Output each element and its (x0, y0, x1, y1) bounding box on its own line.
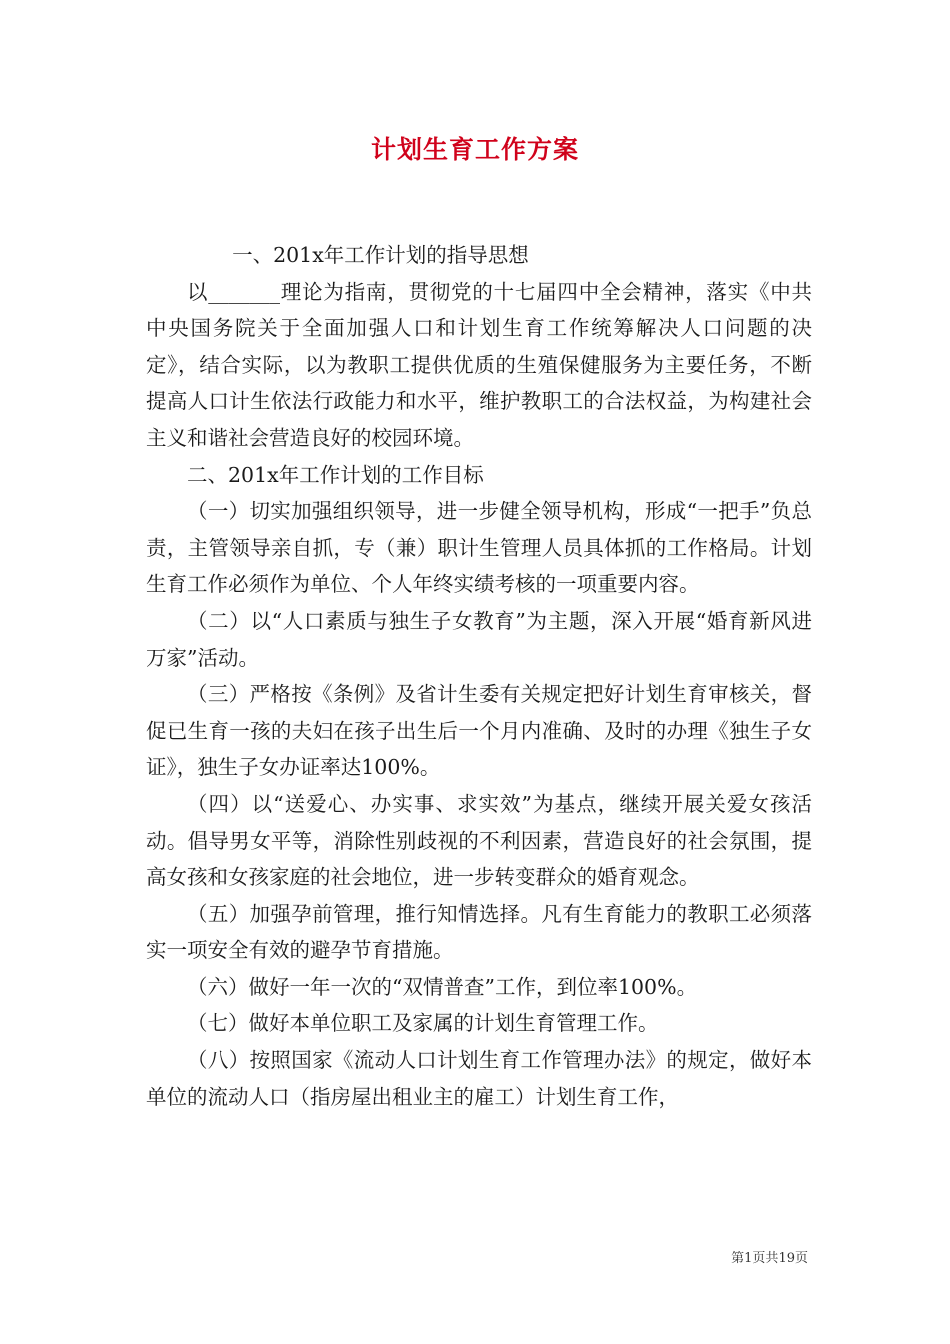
paragraph-guiding-thought: 以_______理论为指南，贯彻党的十七届四中全会精神，落实《中共中央国务院关于全面加强人口和计划生育工作统筹解决人口问题的决定》，结合实际，以为教职工提供优质的生殖保健服务为主要任务，不断提高人口计生依法行政能力和水平，维护教职工的合法权益，为构建社会主义和谐社会营造良好的校园环境。 (146, 279, 812, 450)
section-heading-1: 一、201x年工作计划的指导思想 (232, 243, 529, 267)
footer-prefix: 第 (731, 1251, 745, 1266)
paragraph-goal-1: （一）切实加强组织领导，进一步健全领导机构，形成“一把手”负总责，主管领导亲自抓，专（兼）职计生管理人员具体抓的工作格局。计划生育工作必须作为单位、个人年终实绩考核的一项重要内容。 (146, 499, 812, 597)
paragraph-goal-8: （八）按照国家《流动人口计划生育工作管理办法》的规定，做好本单位的流动人口（指房屋出租业主的雇工）计划生育工作， (146, 1048, 812, 1109)
document-title: 计划生育工作方案 (370, 135, 579, 164)
footer-middle: 页共 (752, 1251, 779, 1266)
paragraph-goal-3: （三）严格按《条例》及省计生委有关规定把好计划生育审核关，督促已生育一孩的夫妇在孩子出生后一个月内准确、及时的办理《独生子女证》，独生子女办证率达100%。 (146, 682, 812, 780)
footer-current-page: 1 (744, 1251, 753, 1266)
footer-total-pages: 19 (778, 1251, 795, 1266)
paragraph-goal-5: （五）加强孕前管理，推行知情选择。凡有生育能力的教职工必须落实一项安全有效的避孕节育措施。 (146, 901, 812, 963)
paragraph-goal-4: （四）以“送爱心、办实事、求实效”为基点，继续开展关爱女孩活动。倡导男女平等，消除性别歧视的不利因素，营造良好的社会氛围，提高女孩和女孩家庭的社会地位，进一步转变群众的婚育观念。 (146, 791, 812, 890)
paragraph-goal-7: （七）做好本单位职工及家属的计划生育管理工作。 (187, 1011, 659, 1036)
paragraph-goal-6: （六）做好一年一次的“双情普查”工作，到位率100%。 (187, 974, 698, 999)
paragraph-goal-2: （二）以“人口素质与独生子女教育”为主题，深入开展“婚育新风进万家”活动。 (146, 608, 812, 670)
document-body (146, 237, 812, 1115)
footer-suffix: 页 (794, 1251, 808, 1266)
section-heading-2: 二、201x年工作计划的工作目标 (187, 462, 484, 487)
page-footer (731, 1247, 808, 1266)
